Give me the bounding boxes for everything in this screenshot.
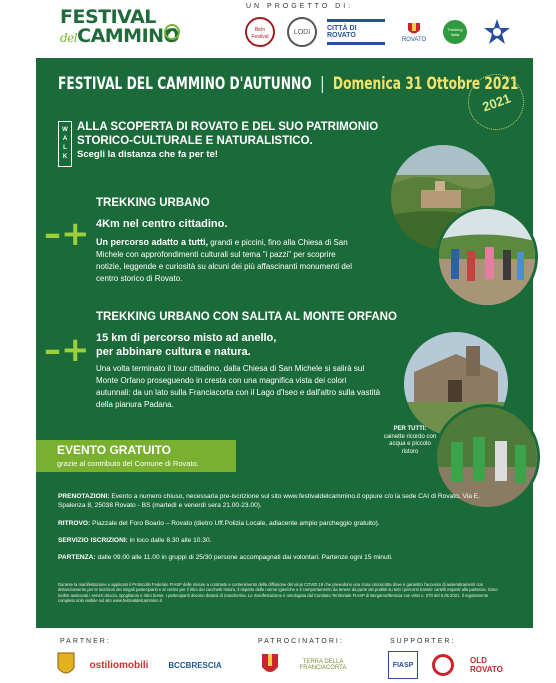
cai-logo xyxy=(480,16,514,48)
crest-icon xyxy=(57,652,75,678)
prenotazioni-text: Evento a numero chiuso, necessaria pre-iscrizione sul sito www.festivaldelcammino.it oppure c/o la sede CAI di Rovato, Via E. Spalenza 8, 25038 Rovato - BS (martedì e venerdì sera 21.00-23.00). xyxy=(58,493,480,509)
rovato-logo: ROVATO xyxy=(396,16,432,48)
walk-badge xyxy=(58,121,72,167)
walk-letter: L xyxy=(63,145,67,151)
ritrovo-label: RITROVO: xyxy=(58,520,91,527)
plus-icon: –+ xyxy=(44,214,90,254)
ostiliomobili-logo: ostiliomobili xyxy=(89,659,149,671)
crest-icon xyxy=(261,653,279,677)
old-rovato-logo: OLD ROVATO xyxy=(470,656,503,674)
logo-del-text: del xyxy=(60,31,78,45)
ritrovo-info xyxy=(58,519,498,528)
cai-star-icon xyxy=(483,18,511,46)
ritrovo-text: Piazzale del Foro Boario – Rovato (dietro Uff.Polizia Locale, adiacente ampio parcheggio gratuito). xyxy=(90,520,380,527)
leaf-icon xyxy=(164,24,180,40)
walk-letter: A xyxy=(62,136,68,142)
intro-line1: ALLA SCOPERTA DI ROVATO E DEL SUO PATRIMONIO xyxy=(77,121,379,133)
per-tutti-note xyxy=(381,426,439,456)
trek2-subtitle-line2: per abbinare cultura e natura. xyxy=(96,346,251,358)
franciacorta-logo: TERRA DELLA FRANCIACORTA xyxy=(299,659,347,671)
title-date: Domenica 31 Ottobre 2021 xyxy=(332,74,519,94)
progetto-label: UN PROGETTO DI: xyxy=(246,3,354,10)
bein-festival-logo: BeIn Festival xyxy=(244,16,276,48)
fine-print: Durante la manifestazione e applicato il Protocollo Federale FIASP delle misure a contrasto e contenimento della diffusione del virus COVID 19 che prevedono una zona circoscritta dove è garantito l'accesso di assembramenti con distanziamento per le iscrizioni dei singoli partecipanti e al centro per il ritiro dei cacchetti ristoro, il rispetto delle norme igieniche e il comportamento da tenere da parte dei podisti su tutti i percorsi tramite cartelli esposti alla partenza. Sono inoltre assicurati i servizi doccia, spogliatoio e ritiro borse. I partecipanti devono dotarsi di mascherina. Le manifestazione è omologata dal Comitato Territoriale FIASP di Bergamo/Brescia con visto n. 070 del 5.05.2021. Il regolamento completo solo visibile sul sito www.festivaldelcammino.it xyxy=(58,582,498,604)
trek1-subtitle: 4Km nel centro cittadino. xyxy=(96,218,228,230)
trek1-text: grandi e piccini, fino alla Chiesa di San Michele con approfondimenti culturali sul tema "i pazzi" per scoprire notizie, leggende e curiosità su alcuni dei più affascinanti monumenti del centro storico di Rovato. xyxy=(96,238,353,283)
supporter-round-logo xyxy=(428,651,458,679)
partenza-info xyxy=(58,553,498,562)
festival-logo xyxy=(60,8,179,47)
plus-icon: –+ xyxy=(44,330,90,370)
year-stamp xyxy=(468,74,524,130)
bcc-brescia-logo: BCCBRESCIA xyxy=(168,660,222,670)
trek2-subtitle-line1: 15 km di percorso misto ad anello, xyxy=(96,332,277,344)
trek1-title: TREKKING URBANO xyxy=(96,197,210,209)
servizio-label: SERVIZIO ISCRIZIONI: xyxy=(58,537,128,544)
supporter-label: SUPPORTER: xyxy=(390,638,456,645)
prenotazioni-info xyxy=(58,492,498,510)
prenotazioni-label: PRENOTAZIONI: xyxy=(58,493,110,500)
trek2-title: TREKKING URBANO CON SALITA AL MONTE ORFANO xyxy=(96,311,397,323)
trek1-lead: Un percorso adatto a tutti, xyxy=(96,237,209,247)
trek1-description xyxy=(96,236,358,285)
per-tutti-text: cainette ricordo con acqua e piccolo ristoro xyxy=(383,433,437,455)
trek2-description: Una volta terminato il tour cittadino, dalla Chiesa di San Michele si salirà sul Monte Orfano proseguendo in cresta con una magnifica vista dei colori autunnali: da un lato sulla Franciacorta con il Lago d'Iseo e dall'altro sulla vastità della pianura Padana. xyxy=(96,364,381,409)
intro-block xyxy=(77,120,397,162)
partenza-label: PARTENZA: xyxy=(58,554,96,561)
lodi-logo: LODI xyxy=(286,16,318,48)
title-main: FESTIVAL DEL CAMMINO D'AUTUNNO xyxy=(58,74,312,94)
servizio-info xyxy=(58,536,498,545)
partner-label: PARTNER: xyxy=(60,638,111,645)
walk-letter: K xyxy=(62,154,68,160)
logo-festival-text: FESTIVAL xyxy=(60,6,156,28)
partner-crest-logo xyxy=(56,651,76,679)
walk-letter: W xyxy=(62,127,68,133)
title-separator: | xyxy=(320,74,325,94)
per-tutti-title: PER TUTTI: xyxy=(393,426,427,432)
intro-line3: Scegli la distanza che fa per te! xyxy=(77,149,218,160)
stamp-year: 2021 xyxy=(479,90,513,114)
event-title xyxy=(58,74,518,94)
evento-title: EVENTO GRATUITO xyxy=(57,443,172,457)
logo-cammino-text: CAMMINO xyxy=(77,25,180,47)
rovato-crest-footer-logo xyxy=(258,651,282,679)
patrocinatori-label: PATROCINATORI: xyxy=(258,638,344,645)
trekking-italia-logo: Trekking Italia xyxy=(440,16,470,48)
walkers-image xyxy=(439,209,535,305)
citta-di-rovato-logo: CITTÀ DI ROVATO xyxy=(326,16,386,48)
partenza-text: dalle 09.00 alle 11.00 in gruppi di 25/30 persone accompagnati dai volontari. Partenze ogni 15 minuti. xyxy=(95,554,393,561)
servizio-text: in loco dalle 8.30 alle 10.30. xyxy=(127,537,212,544)
intro-line2: STORICO-CULTURALE E NATURALISTICO. xyxy=(77,135,313,147)
trek2-subtitle xyxy=(96,331,276,359)
fiasp-logo: FIASP xyxy=(388,651,418,679)
rovato-crest-icon xyxy=(406,21,422,37)
trekking-group-photo xyxy=(436,206,538,308)
evento-subtitle: grazie al contributo del Comune di Rovato. xyxy=(57,459,199,468)
